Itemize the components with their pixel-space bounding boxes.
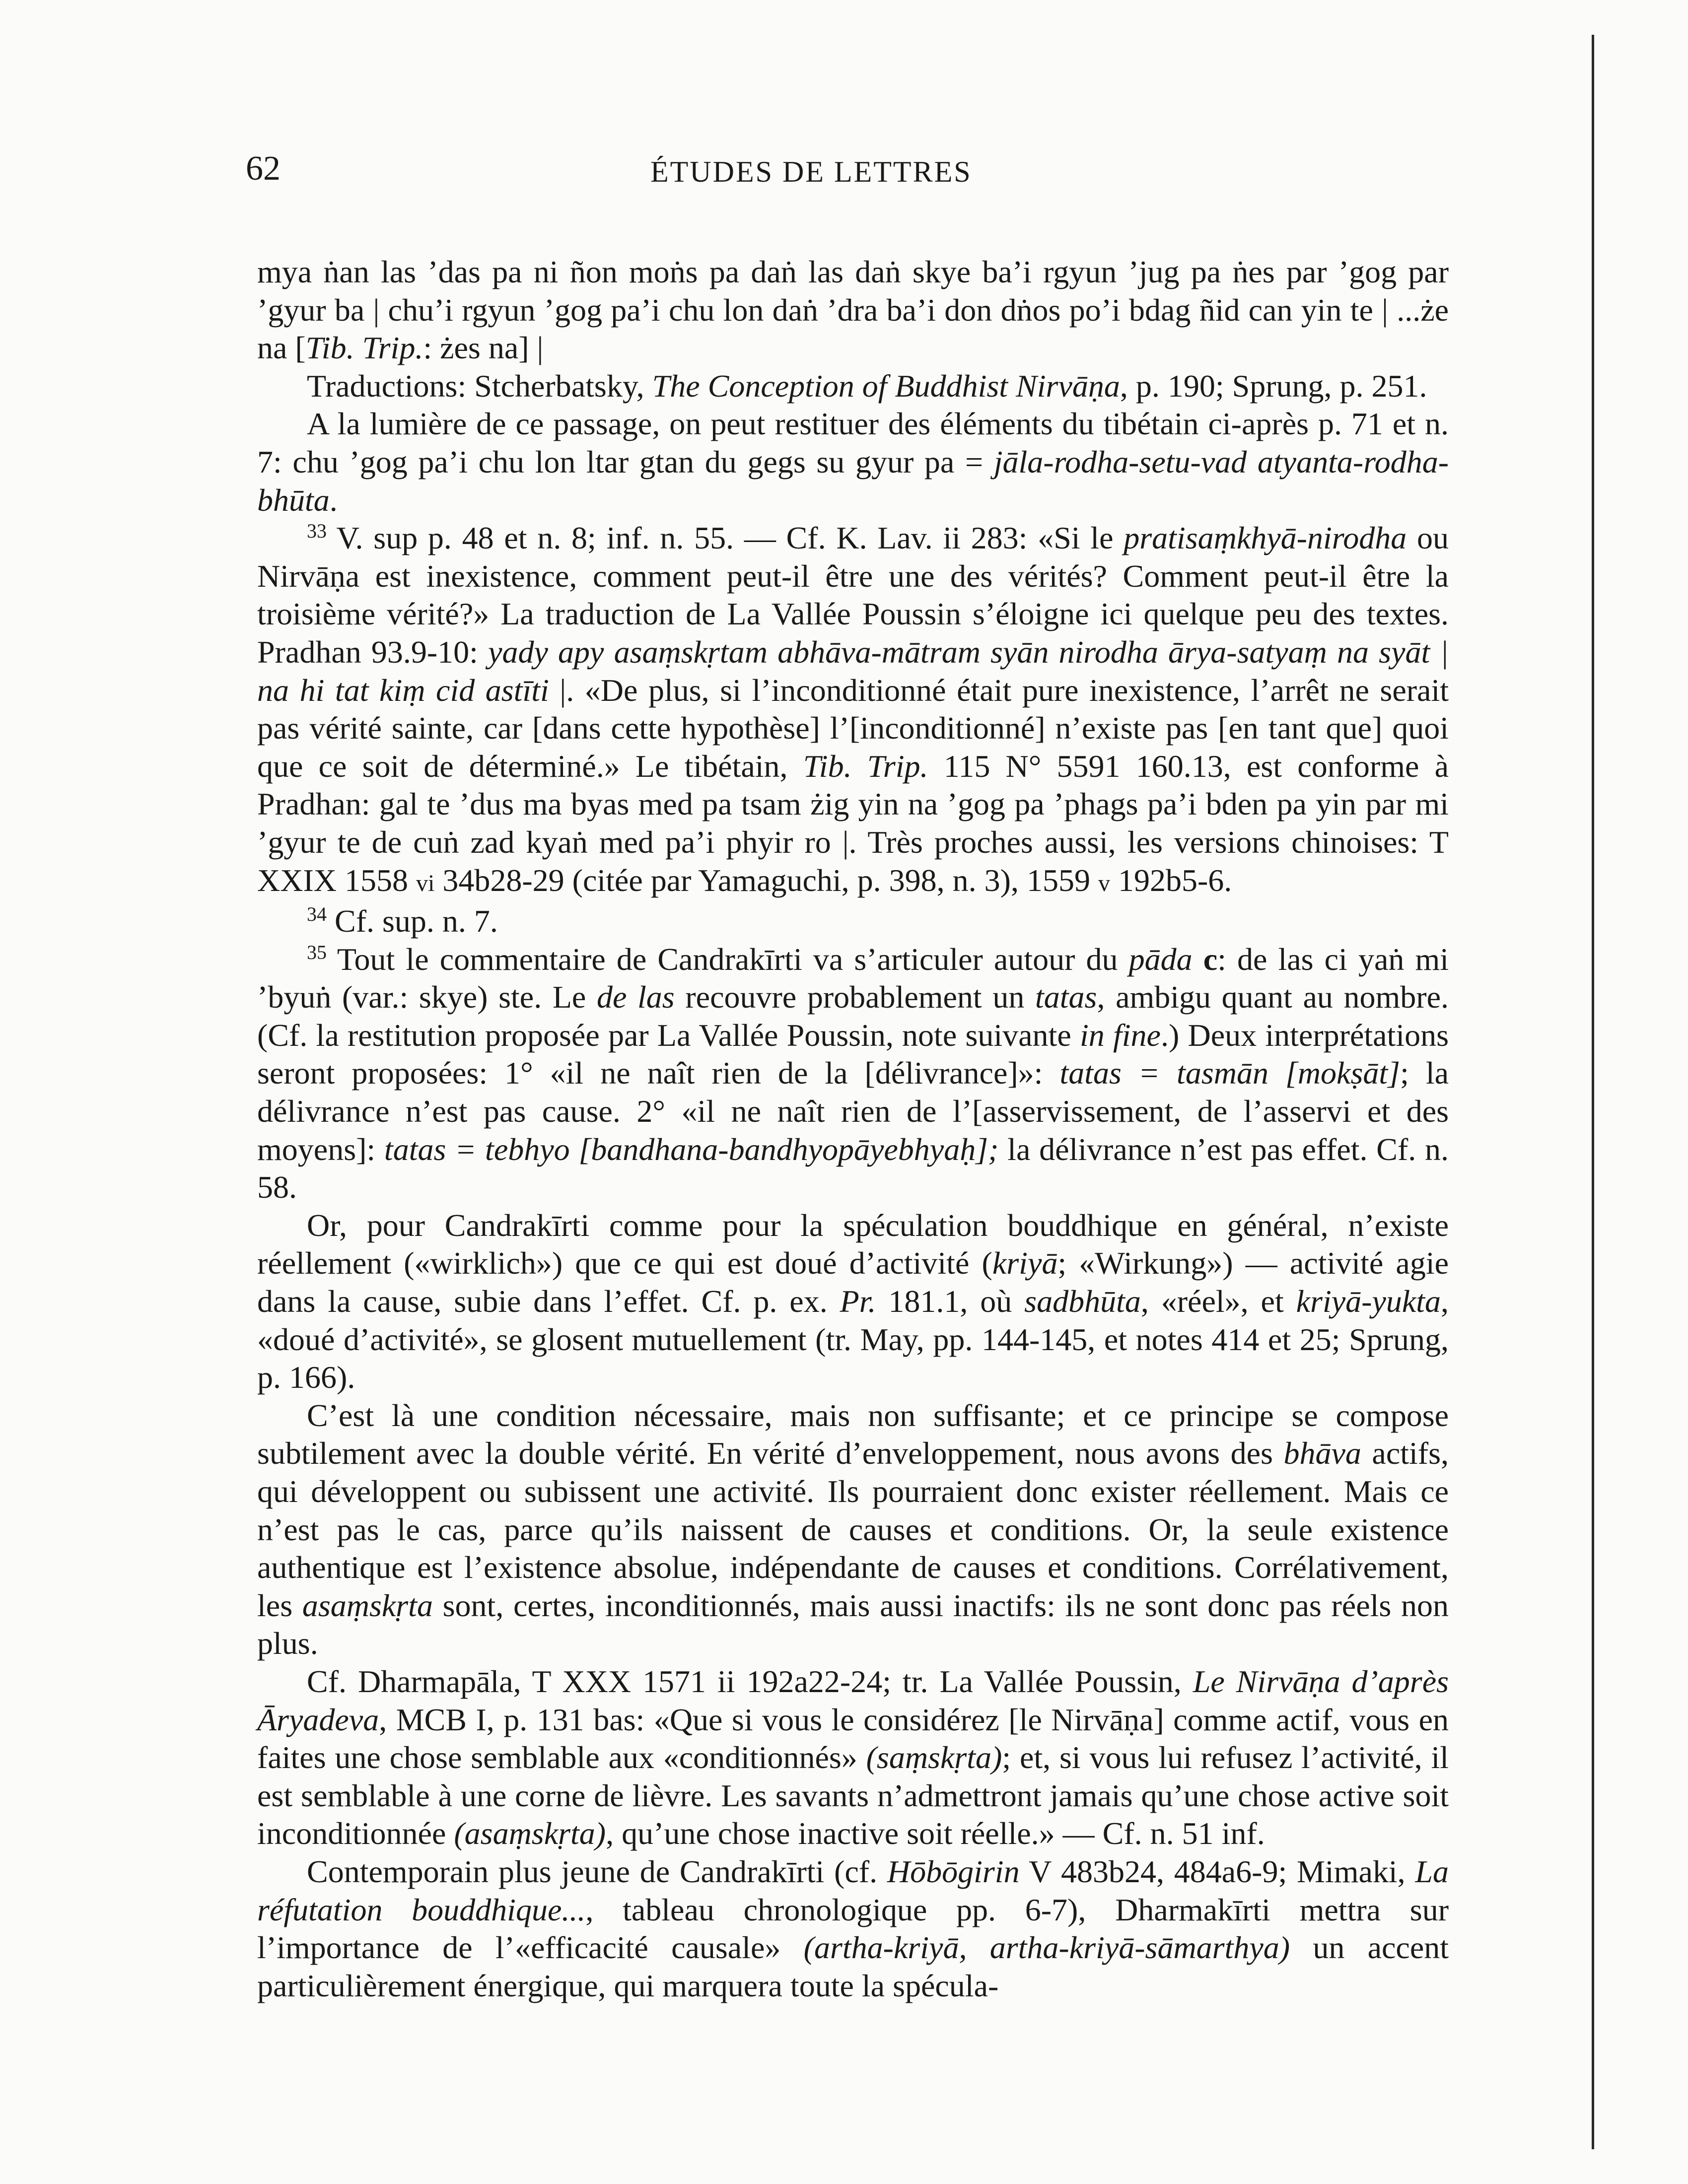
footnote-number: 35	[307, 941, 327, 963]
paragraph: Traductions: Stcherbatsky, The Conception of Buddhist Nirvāṇa, p. 190; Sprung, p. 251.	[307, 368, 1427, 404]
paragraph: Contemporain plus jeune de Candrakīrti (cf. Hōbōgirin V 483b24, 484a6-9; Mimaki, La réfutation bouddhique..., tableau chronologique pp. 6-7), Dharmakīrti mettra sur l’importance de l’«efficacité causale» (artha-kriyā, artha-kriyā-sāmarthya) un accent particulièrement énergique, qui marquera toute la spécula-	[257, 1853, 1449, 2003]
page-edge-line	[1592, 35, 1594, 2149]
paragraph: A la lumière de ce passage, on peut restituer des éléments du tibétain ci-après p. 71 et n. 7: chu ’gog pa’i chu lon ltar gtan du gegs su gyur pa = jāla-rodha-setu-vad atyanta-rodha-bhūta.	[257, 406, 1449, 518]
running-title: ÉTUDES DE LETTRES	[650, 155, 972, 188]
footnote-34: $^{34}$ Cf. sup. n. 7.	[307, 903, 498, 939]
footnote-35: $^{35}$ Tout le commentaire de Candrakīrti va s’articuler autour du pāda c: de las ci yaṅ mi ’byuṅ (var.: skye) ste. Le de las recouvre probablement un tatas, ambigu quant au nombre. (Cf. la restitution proposée par La Vallée Poussin, note suivante in fine.) Deux interprétations seront proposées: 1° «il ne naît rien de la [délivrance]»: tatas = tasmān [mokṣāt]; la délivrance n’est pas cause. 2° «il ne naît rien de l’[asservissement, de l’asservi et des moyens]: tatas = tebhyo [bandhana-bandhyopāyebhyaḥ]; la délivrance n’est pas effet. Cf. n. 58.	[257, 941, 1449, 1205]
paragraph: mya ṅan las ’das pa ni ñon moṅs pa daṅ las daṅ skye ba’i rgyun ’jug pa ṅes par ’gog par ’gyur ba | chu’i rgyun ’gog pa’i chu lon daṅ ’dra ba’i don dṅos po’i bdag ñid can yin te | ...że na [Tib. Trip.: żes na] |	[257, 254, 1449, 366]
footnote-number: 33	[307, 520, 327, 543]
paragraph: Cf. Dharmapāla, T XXX 1571 ii 192a22-24; tr. La Vallée Poussin, Le Nirvāṇa d’après Āryadeva, MCB I, p. 131 bas: «Que si vous le considérez [le Nirvāṇa] comme actif, vous en faites une chose semblable aux «conditionnés» (saṃskṛta); et, si vous lui refusez l’activité, il est semblable à une corne de lièvre. Les savants n’admettront jamais qu’une chose active soit inconditionnée (asaṃskṛta), qu’une chose inactive soit réelle.» — Cf. n. 51 inf.	[257, 1663, 1449, 1851]
paragraph: Or, pour Candrakīrti comme pour la spéculation bouddhique en général, n’existe réellement («wirklich») que ce qui est doué d’activité (kriyā; «Wirkung») — activité agie dans la cause, subie dans l’effet. Cf. p. ex. Pr. 181.1, où sadbhūta, «réel», et kriyā-yukta, «doué d’activité», se glosent mutuellement (tr. May, pp. 144-145, et notes 414 et 25; Sprung, p. 166).	[257, 1207, 1449, 1395]
body-text	[257, 253, 1449, 2005]
footnote-33: $^{33}$ V. sup p. 48 et n. 8; inf. n. 55. — Cf. K. Lav. ii 283: «Si le pratisaṃkhyā-nirodha ou Nirvāṇa est inexistence, comment peut-il être une des vérités? Comment peut-il être la troisième vérité?» La traduction de La Vallée Poussin s’éloigne ici quelque peu des textes. Pradhan 93.9-10: yady apy asaṃskṛtam abhāva-mātram syān nirodha ārya-satyaṃ na syāt | na hi tat kiṃ cid astīti |. «De plus, si l’inconditionné était pure inexistence, l’arrêt ne serait pas vérité sainte, car [dans cette hypothèse] l’[inconditionné] n’existe pas [en tant que] quoi que ce soit de déterminé.» Le tibétain, Tib. Trip. 115 N° 5591 160.13, est conforme à Pradhan: gal te ’dus ma byas med pa tsam żig yin na ’gog pa ’phags pa’i bden pa yin par mi ’gyur te de cuṅ zad kyaṅ med pa’i phyir ro |. Très proches aussi, les versions chinoises: T XXIX 1558 vi 34b28-29 (citée par Yamaguchi, p. 398, n. 3), 1559 v 192b5-6.	[257, 520, 1449, 898]
footnote-number: 34	[307, 903, 327, 926]
paragraph: C’est là une condition nécessaire, mais non suffisante; et ce principe se compose subtilement avec la double vérité. En vérité d’enveloppement, nous avons des bhāva actifs, qui développent ou subissent une activité. Ils pourraient donc exister réellement. Mais ce n’est pas le cas, parce qu’ils naissent de causes et conditions. Or, la seule existence authentique est l’existence absolue, indépendante de causes et conditions. Corrélativement, les asaṃskṛta sont, certes, inconditionnés, mais aussi inactifs: ils ne sont donc pas réels non plus.	[257, 1397, 1449, 1661]
page-number: 62	[246, 149, 281, 188]
